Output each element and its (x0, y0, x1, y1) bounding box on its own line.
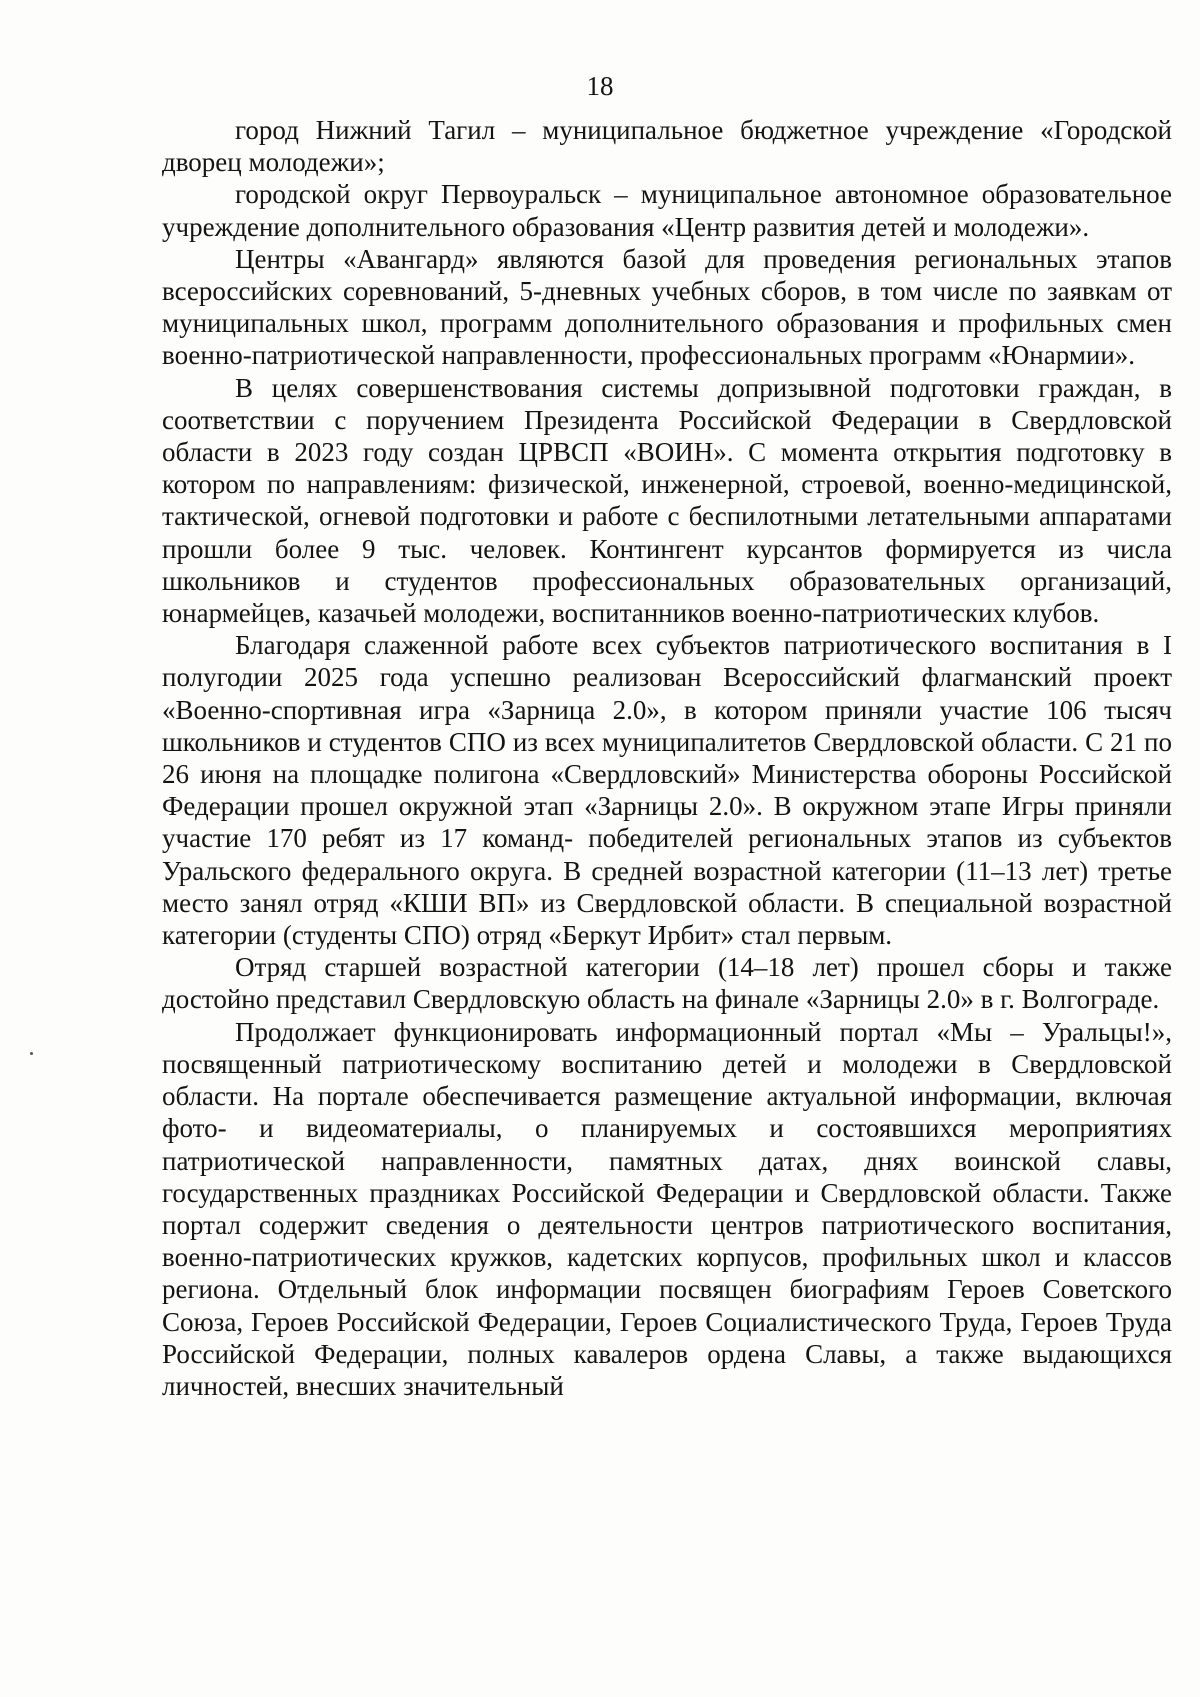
paragraph-avangard-centers: Центры «Авангард» являются базой для проведения региональных этапов всероссийских соревнований, 5-дневных учебных сборов, в том числе по заявкам от муниципальных школ, программ дополнительного образования и профильных смен военно-патриотической направленности, профессиональных программ «Юнармии». (162, 243, 1172, 371)
paragraph-pervouralsk: городской округ Первоуральск – муниципальное автономное образовательное учреждение дополнительного образования «Центр развития детей и молодежи». (162, 179, 1172, 242)
document-body (162, 114, 1172, 1402)
paragraph-portal: Продолжает функционировать информационный портал «Мы – Уральцы!», посвященный патриотическому воспитанию детей и молодежи в Свердловской области. На портале обеспечивается размещение актуальной информации, включая фото- и видеоматериалы, о планируемых и состоявшихся мероприятиях патриотической направленности, памятных датах, днях воинской славы, государственных праздниках Российской Федерации и Свердловской области. Также портал содержит сведения о деятельности центров патриотического воспитания, военно-патриотических кружков, кадетских корпусов, профильных школ и классов региона. Отдельный блок информации посвящен биографиям Героев Советского Союза, Героев Российской Федерации, Героев Социалистического Труда, Героев Труда Российской Федерации, полных кавалеров ордена Славы, а также выдающихся личностей, внесших значительный (162, 1016, 1172, 1401)
scan-speck (30, 1052, 33, 1055)
paragraph-voin-center: В целях совершенствования системы допризывной подготовки граждан, в соответствии с поручением Президента Российской Федерации в Свердловской области в 2023 году создан ЦРВСП «ВОИН». С момента открытия подготовку в котором по направлениям: физической, инженерной, строевой, военно-медицинской, тактической, огневой подготовки и работе с беспилотными летательными аппаратами прошли более 9 тыс. человек. Контингент курсантов формируется из числа школьников и студентов профессиональных образовательных организаций, юнармейцев, казачьей молодежи, воспитанников военно-патриотических клубов. (162, 372, 1172, 629)
paragraph-zarnitsa: Благодаря слаженной работе всех субъектов патриотического воспитания в I полугодии 2025 года успешно реализован Всероссийский флагманский проект «Военно-спортивная игра «Зарница 2.0», в котором приняли участие 106 тысяч школьников и студентов СПО из всех муниципалитетов Свердловской области. С 21 по 26 июня на площадке полигона «Свердловский» Министерства обороны Российской Федерации прошел окружной этап «Зарницы 2.0». В окружном этапе Игры приняли участие 170 ребят из 17 команд- победителей региональных этапов из субъектов Уральского федерального округа. В средней возрастной категории (11–13 лет) третье место занял отряд «КШИ ВП» из Свердловской области. В специальной возрастной категории (студенты СПО) отряд «Беркут Ирбит» стал первым. (162, 630, 1172, 951)
paragraph-nizhny-tagil: город Нижний Тагил – муниципальное бюджетное учреждение «Городской дворец молодежи»; (162, 115, 1172, 178)
paragraph-senior-squad: Отряд старшей возрастной категории (14–18 лет) прошел сборы и также достойно представил Свердловскую область на финале «Зарницы 2.0» в г. Волгограде. (162, 952, 1172, 1015)
page-number: 18 (586, 71, 614, 101)
